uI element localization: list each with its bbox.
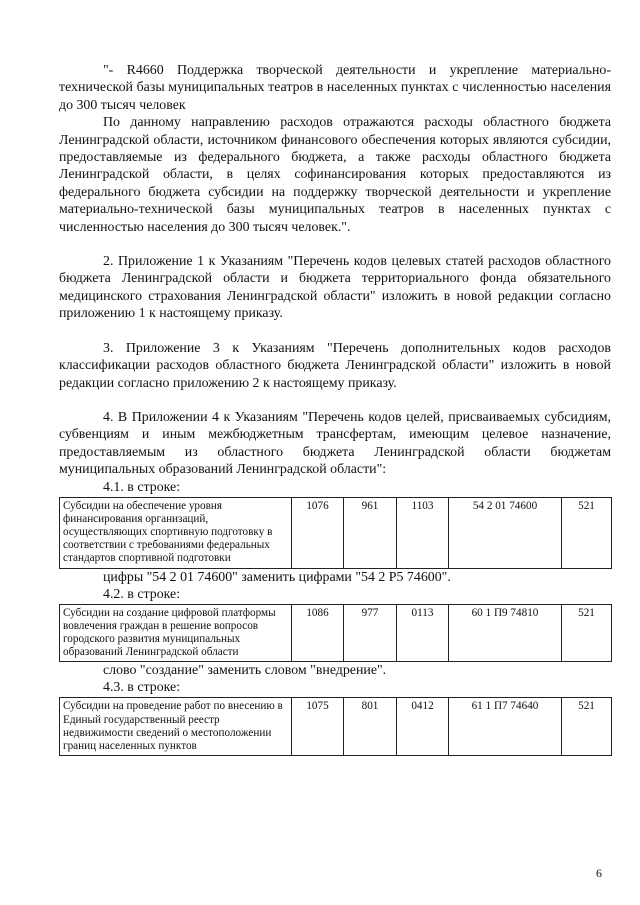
cell-code-3: 1103: [397, 497, 449, 568]
cell-name: Субсидии на создание цифровой платформы вовлечения граждан в решение вопросов городского развития муниципальных образований Ленинградской области: [60, 604, 292, 662]
subitem-4-3-label: 4.3. в строке:: [103, 680, 181, 696]
cell-name: Субсидии на обеспечение уровня финансирования организаций, осуществляющих спортивную подготовку в соответствии с требованиями федеральных стандартов спортивной подготовки: [60, 497, 292, 568]
table-4-1: [59, 497, 612, 569]
cell-target-code: 61 1 П7 74640: [449, 698, 562, 756]
cell-target-code: 60 1 П9 74810: [449, 604, 562, 662]
subitem-4-2-change: слово "создание" заменить словом "внедрение".: [103, 663, 387, 679]
cell-code-3: 0412: [397, 698, 449, 756]
spacer: [59, 323, 611, 340]
table-row: [60, 497, 612, 568]
cell-code-2: 961: [344, 497, 397, 568]
cell-code-5: 521: [562, 604, 612, 662]
subitem-4-1-label: 4.1. в строке:: [103, 479, 181, 495]
cell-code-1: 1086: [292, 604, 344, 662]
table-4-3: [59, 697, 612, 756]
paragraph-item-2: 2. Приложение 1 к Указаниям "Перечень кодов целевых статей расходов областного бюджета Ленинградской области и бюджета территориального фонда обязательного медицинского страхования Ленинградской области" изложить в новой редакции согласно приложению 1 к настоящему приказу.: [59, 254, 611, 322]
cell-name: Субсидии на проведение работ по внесению в Единый государственный реестр недвижимости сведений о местоположении границ населенных пунктов: [60, 698, 292, 756]
cell-code-3: 0113: [397, 604, 449, 662]
cell-code-1: 1075: [292, 698, 344, 756]
cell-code-2: 977: [344, 604, 397, 662]
table-4-2: [59, 604, 612, 663]
cell-code-2: 801: [344, 698, 397, 756]
paragraph-item-4: 4. В Приложении 4 к Указаниям "Перечень кодов целей, присваиваемых субсидиям, субвенциям и иным межбюджетным трансфертам, имеющим целевое назначение, предоставляемым из областного бюджета Ленинградской области бюджетам муниципальных образований Ленинградской области":: [59, 409, 611, 478]
table-row: [60, 604, 612, 662]
paragraph-r4660: "- R4660 Поддержка творческой деятельности и укрепление материально-технической базы муниципальных театров в населенных пунктах с численностью населения до 300 тысяч человек: [59, 63, 611, 113]
page-number: 6: [596, 866, 602, 880]
document-page: [59, 62, 611, 756]
cell-code-1: 1076: [292, 497, 344, 568]
cell-code-5: 521: [562, 497, 612, 568]
paragraph-expenses-description: По данному направлению расходов отражаются расходы областного бюджета Ленинградской области, источником финансового обеспечения которых являются субсидии, предоставляемые из федерального бюджета, а также расходы областного бюджета Ленинградской области, в целях софинансирования которых предоставляются из федерального бюджета субсидии на поддержку творческой деятельности и укрепление материально-технической базы муниципальных театров в населенных пунктах с численностью населения до 300 тысяч человек.".: [59, 115, 611, 235]
cell-target-code: 54 2 01 74600: [449, 497, 562, 568]
subitem-4-2-label: 4.2. в строке:: [103, 586, 181, 602]
cell-code-5: 521: [562, 698, 612, 756]
table-row: [60, 698, 612, 756]
subitem-4-1-change: цифры "54 2 01 74600" заменить цифрами "54 2 Р5 74600".: [103, 569, 451, 585]
spacer: [59, 392, 611, 409]
spacer: [59, 236, 611, 253]
paragraph-item-3: 3. Приложение 3 к Указаниям "Перечень дополнительных кодов расходов классификации расходов областного бюджета Ленинградской области" изложить в новой редакции согласно приложению 2 к настоящему приказу.: [59, 340, 611, 391]
